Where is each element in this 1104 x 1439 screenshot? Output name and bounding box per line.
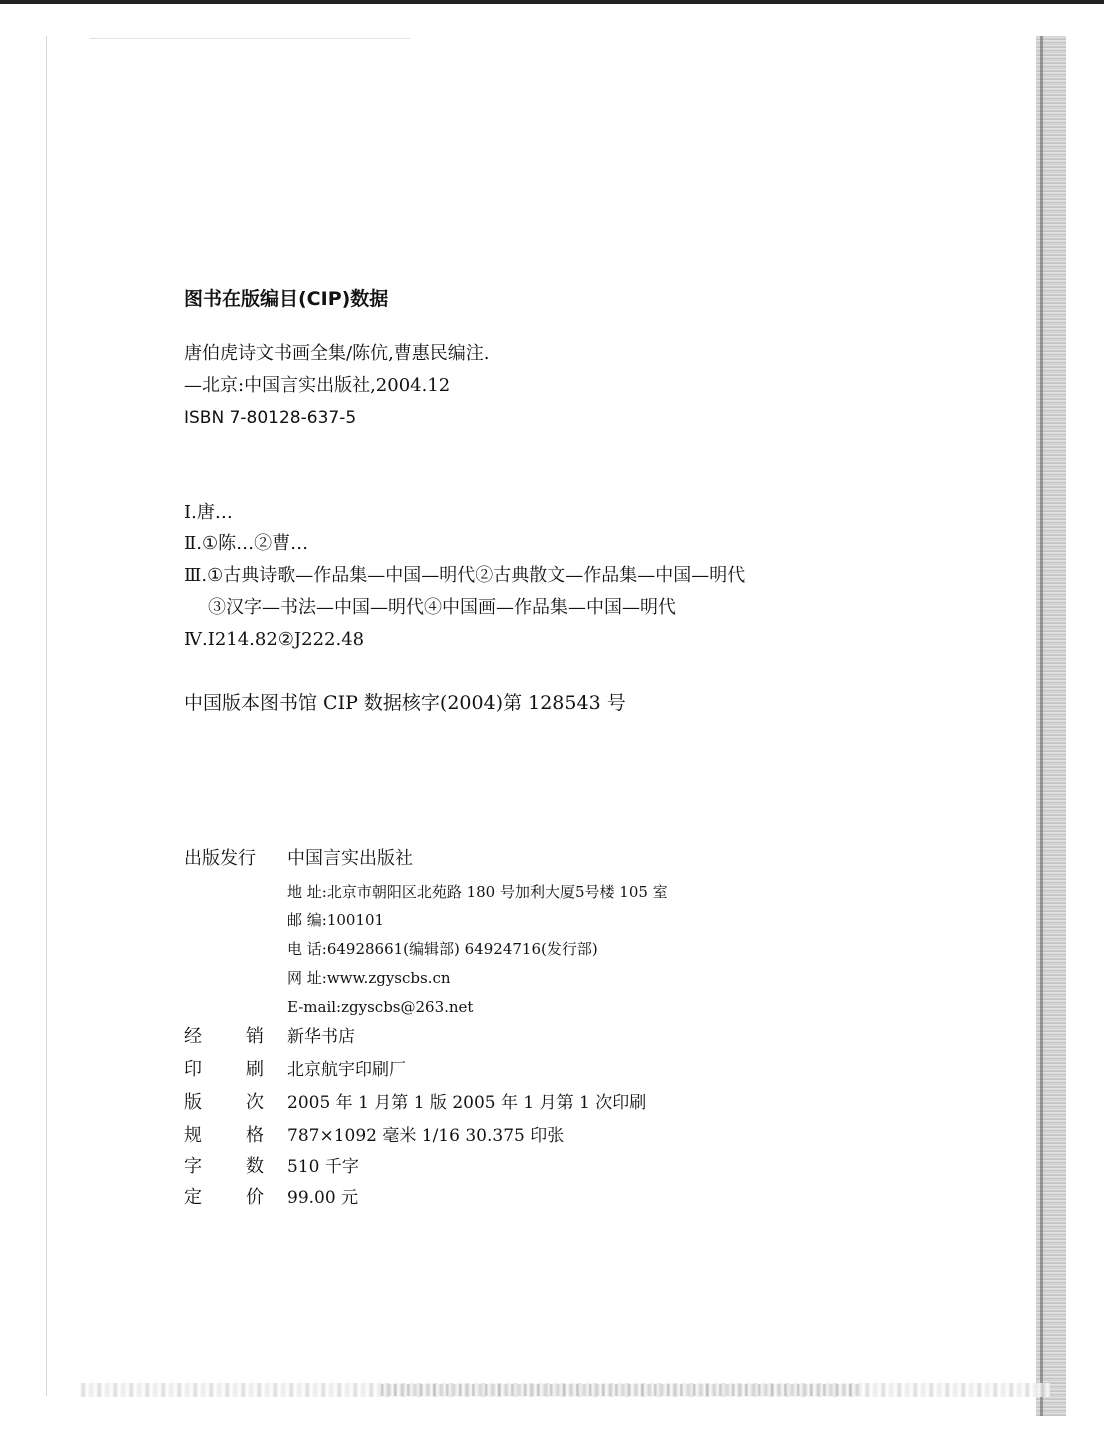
classification-line-1: Ⅰ.唐… bbox=[184, 502, 233, 523]
detail-label-format bbox=[184, 1125, 264, 1147]
detail-value-format: 787×1092 毫米 1/16 30.375 印张 bbox=[287, 1126, 565, 1146]
cip-publisher-line: —北京:中国言实出版社,2004.12 bbox=[184, 375, 451, 396]
classification-line-4: ③汉字—书法—中国—明代④中国画—作品集—中国—明代 bbox=[208, 597, 676, 618]
publisher-label: 出版发行 bbox=[184, 848, 256, 869]
detail-label-char: 印 bbox=[184, 1059, 202, 1080]
publisher-address: 地 址:北京市朝阳区北苑路 180 号加利大厦5号楼 105 室 bbox=[287, 883, 668, 901]
detail-label-char: 格 bbox=[246, 1125, 264, 1146]
publisher-phone: 电 话:64928661(编辑部) 64924716(发行部) bbox=[287, 940, 598, 958]
publisher-email: E-mail:zgyscbs@263.net bbox=[287, 998, 474, 1016]
detail-label-char: 数 bbox=[246, 1156, 264, 1177]
detail-label-edition bbox=[184, 1092, 264, 1114]
page-left-edge bbox=[46, 36, 47, 1396]
classification-line-2: Ⅱ.①陈…②曹… bbox=[184, 533, 309, 554]
detail-label-char: 定 bbox=[184, 1187, 202, 1208]
detail-value-distributor: 新华书店 bbox=[287, 1027, 355, 1047]
detail-label-char: 价 bbox=[246, 1187, 264, 1208]
classification-line-3: Ⅲ.①古典诗歌—作品集—中国—明代②古典散文—作品集—中国—明代 bbox=[184, 565, 746, 586]
publisher-website: 网 址:www.zgyscbs.cn bbox=[287, 969, 451, 987]
detail-value-price: 99.00 元 bbox=[287, 1188, 359, 1208]
cip-title-line: 唐伯虎诗文书画全集/陈伉,曹惠民编注. bbox=[184, 343, 490, 364]
detail-label-price bbox=[184, 1187, 264, 1209]
cip-isbn-line: ISBN 7-80128-637-5 bbox=[184, 408, 357, 428]
detail-label-char: 经 bbox=[184, 1026, 202, 1047]
detail-label-wordcount bbox=[184, 1156, 264, 1178]
bottom-scan-noise-dark bbox=[380, 1384, 860, 1396]
top-scan-line bbox=[90, 38, 410, 39]
detail-value-printer: 北京航宇印刷厂 bbox=[287, 1060, 406, 1080]
detail-label-char: 规 bbox=[184, 1125, 202, 1146]
detail-value-edition: 2005 年 1 月第 1 版 2005 年 1 月第 1 次印刷 bbox=[287, 1093, 647, 1113]
cip-verification: 中国版本图书馆 CIP 数据核字(2004)第 128543 号 bbox=[184, 692, 626, 714]
classification-line-5: Ⅳ.I214.82②J222.48 bbox=[184, 629, 365, 650]
cip-title: 图书在版编目(CIP)数据 bbox=[184, 288, 389, 310]
publisher-name: 中国言实出版社 bbox=[287, 848, 413, 869]
detail-value-wordcount: 510 千字 bbox=[287, 1157, 359, 1177]
detail-label-char: 销 bbox=[246, 1026, 264, 1047]
detail-label-char: 次 bbox=[246, 1092, 264, 1113]
publisher-postcode: 邮 编:100101 bbox=[287, 911, 385, 929]
detail-label-printer bbox=[184, 1059, 264, 1081]
detail-label-char: 字 bbox=[184, 1156, 202, 1177]
detail-label-char: 版 bbox=[184, 1092, 202, 1113]
detail-label-distributor bbox=[184, 1026, 264, 1048]
page-right-edge-line bbox=[1040, 36, 1043, 1416]
detail-label-char: 刷 bbox=[246, 1059, 264, 1080]
top-border bbox=[0, 0, 1104, 4]
